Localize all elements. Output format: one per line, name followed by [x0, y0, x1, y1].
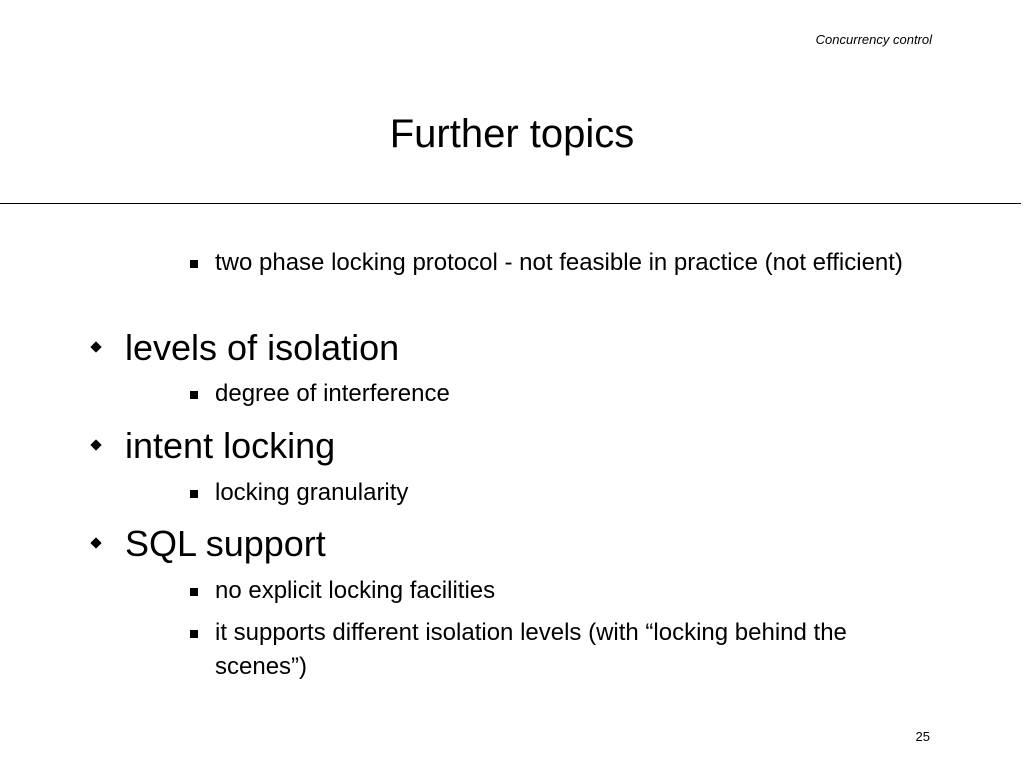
bullet-item [125, 424, 925, 468]
sub-bullet-item [215, 616, 935, 684]
square-bullet-icon [190, 391, 198, 399]
bullet-text: locking granularity [215, 479, 409, 506]
bullet-text: SQL support [125, 523, 326, 564]
page-number: 25 [915, 729, 930, 744]
bullet-text: degree of interference [215, 380, 450, 407]
bullet-text: no explicit locking facilities [215, 577, 496, 604]
header-note: Concurrency control [815, 32, 932, 47]
sub-bullet-item [215, 476, 935, 510]
square-bullet-icon [190, 630, 198, 638]
square-bullet-icon [190, 588, 198, 596]
bullet-item [125, 326, 925, 370]
bullet-text: levels of isolation [125, 327, 400, 368]
bullet-item [125, 522, 925, 566]
diamond-bullet-icon [90, 439, 101, 450]
title-divider [0, 203, 1021, 204]
diamond-bullet-icon [90, 341, 101, 352]
square-bullet-icon [190, 260, 198, 268]
sub-bullet-item [215, 246, 935, 280]
slide-title: Further topics [389, 112, 635, 156]
diamond-bullet-icon [90, 537, 101, 548]
bullet-text: two phase locking protocol - not feasible in practice (not efficient) [215, 249, 903, 276]
sub-bullet-item [215, 377, 935, 411]
sub-bullet-item [215, 574, 935, 608]
square-bullet-icon [190, 490, 198, 498]
bullet-text: intent locking [125, 425, 336, 466]
bullet-text: it supports different isolation levels (with “locking behind the scenes”) [215, 619, 847, 680]
